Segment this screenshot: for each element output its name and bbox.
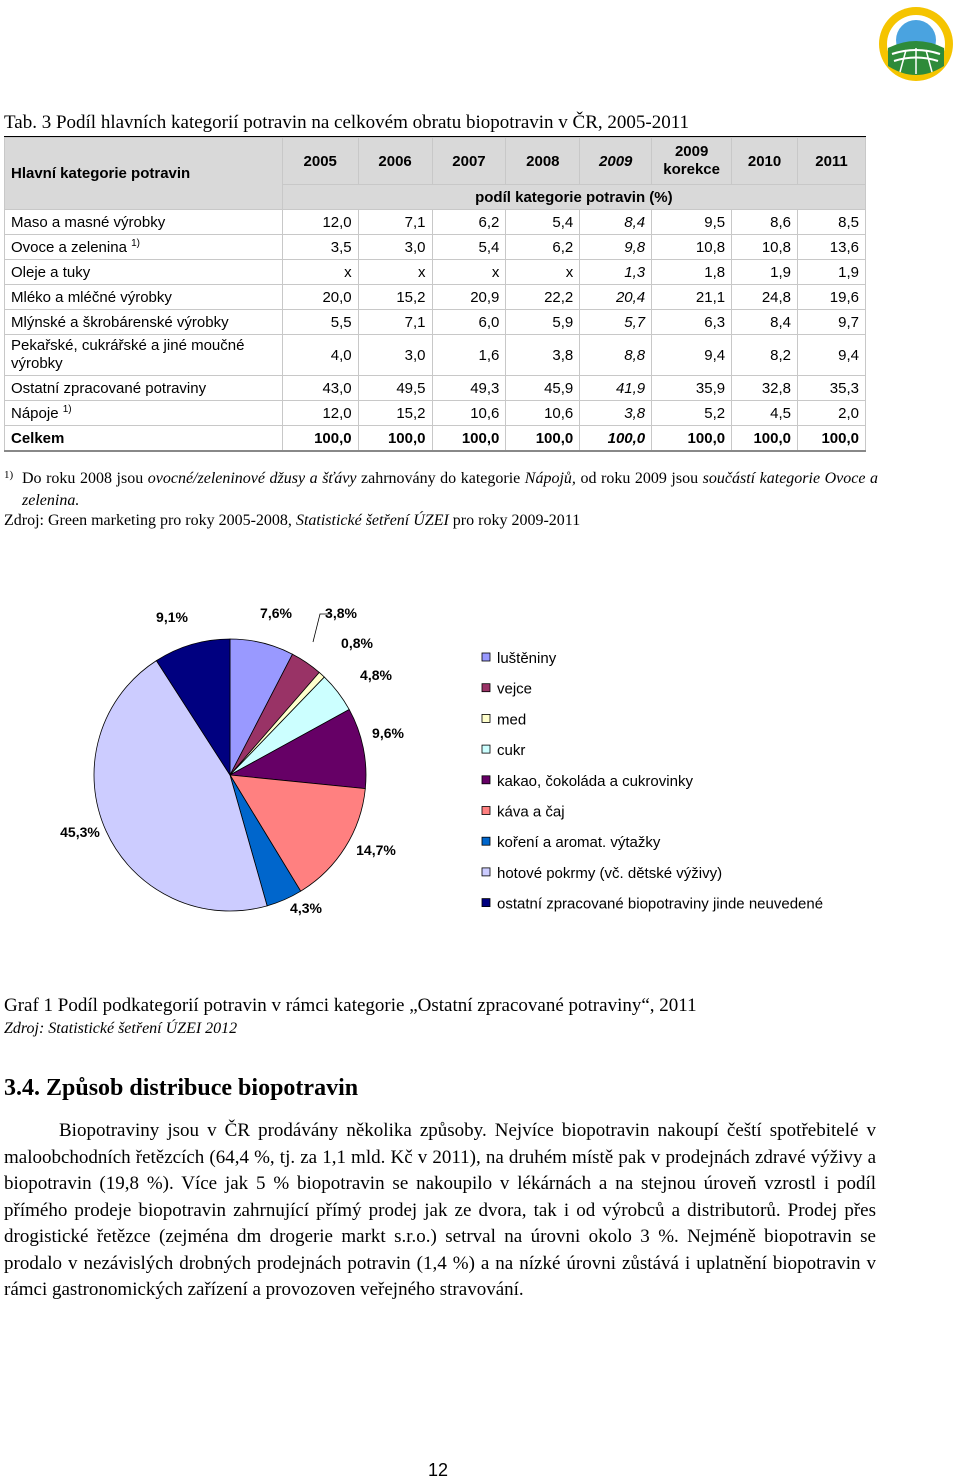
table-cell: 20,9 xyxy=(432,285,506,310)
table-cell: 10,6 xyxy=(432,401,506,426)
table-cell: 12,0 xyxy=(282,401,358,426)
table-cell: 100,0 xyxy=(652,426,732,452)
table-cell: x xyxy=(358,260,432,285)
table-row xyxy=(5,235,866,260)
table-cell: 19,6 xyxy=(798,285,866,310)
slice-value-label: 3,8% xyxy=(325,605,357,621)
table-cell: 6,2 xyxy=(506,235,580,260)
legend-swatch xyxy=(482,745,490,753)
legend-label: luštěniny xyxy=(497,650,557,667)
table-cell: 20,0 xyxy=(282,285,358,310)
row-label xyxy=(5,376,283,401)
table-cell: 100,0 xyxy=(282,426,358,452)
table-cell: 5,4 xyxy=(506,210,580,235)
row-label-text: Celkem xyxy=(11,429,65,447)
table-cell: 8,4 xyxy=(732,310,798,335)
legend-label: vejce xyxy=(497,680,533,698)
footnote-part: Do roku 2008 jsou xyxy=(22,470,148,487)
legend-swatch xyxy=(482,807,490,815)
row-label-text: Maso a masné výrobky xyxy=(11,213,166,231)
table-row xyxy=(5,426,866,452)
table-cell: 24,8 xyxy=(732,285,798,310)
chart-caption: Graf 1 Podíl podkategorií potravin v rámci kategorie „Ostatní zpracované potraviny“, 2011 xyxy=(4,995,697,1016)
table-cell: 3,0 xyxy=(358,235,432,260)
table-cell: 2,0 xyxy=(798,401,866,426)
header-year: 2008 xyxy=(506,138,580,185)
table-cell: 41,9 xyxy=(580,376,652,401)
legend-label: med xyxy=(497,711,527,729)
table-cell: 10,8 xyxy=(652,235,732,260)
slice-value-label: 7,6% xyxy=(260,605,292,621)
header-unit: podíl kategorie potravin (%) xyxy=(282,185,865,210)
row-label-text: Nápoje xyxy=(11,405,59,422)
footnote-part: Nápojů, xyxy=(524,470,576,487)
row-label-text: Ovoce a zelenina xyxy=(11,239,127,256)
legend-label: koření a aromat. výtažky xyxy=(497,834,661,852)
pie-chart xyxy=(0,590,960,930)
row-label xyxy=(5,426,283,452)
table-cell: 12,0 xyxy=(282,210,358,235)
header-year: 2009 korekce xyxy=(652,138,732,185)
table-cell: 4,0 xyxy=(282,335,358,376)
slice-value-label: 45,3% xyxy=(60,824,100,840)
table-cell: 3,5 xyxy=(282,235,358,260)
table-cell: 1,9 xyxy=(732,260,798,285)
header-year: 2009 xyxy=(580,138,652,185)
table-cell: 8,2 xyxy=(732,335,798,376)
table-cell: 5,9 xyxy=(506,310,580,335)
table-source xyxy=(4,512,580,530)
table-cell: 5,4 xyxy=(432,235,506,260)
header-year: 2010 xyxy=(732,138,798,185)
table-cell: 10,8 xyxy=(732,235,798,260)
table-cell: 15,2 xyxy=(358,285,432,310)
table-cell: 1,9 xyxy=(798,260,866,285)
slice-value-label: 0,8% xyxy=(341,635,373,651)
table-cell: 35,3 xyxy=(798,376,866,401)
footnote-ref: 1) xyxy=(131,238,140,249)
table-row xyxy=(5,210,866,235)
source-part: Statistické šetření ÚZEI xyxy=(295,512,449,529)
table-cell: x xyxy=(506,260,580,285)
row-label xyxy=(5,335,283,376)
legend-label: kakao, čokoláda a cukrovinky xyxy=(497,772,693,790)
header-year: 2005 xyxy=(282,138,358,185)
row-label xyxy=(5,310,283,335)
header-year: 2006 xyxy=(358,138,432,185)
table-cell: 9,8 xyxy=(580,235,652,260)
table-caption: Tab. 3 Podíl hlavních kategorií potravin na celkovém obratu biopotravin v ČR, 2005-2011 xyxy=(4,112,690,133)
table-cell: 32,8 xyxy=(732,376,798,401)
legend-label: káva a čaj xyxy=(497,803,565,821)
slice-value-label: 4,3% xyxy=(290,900,322,916)
slice-value-label: 9,1% xyxy=(156,609,188,625)
legend-swatch xyxy=(482,684,490,692)
table-cell: 7,1 xyxy=(358,310,432,335)
table-cell: 100,0 xyxy=(580,426,652,452)
organization-logo xyxy=(876,4,956,84)
table-cell: 1,3 xyxy=(580,260,652,285)
table-cell: 8,4 xyxy=(580,210,652,235)
table-row xyxy=(5,260,866,285)
table-cell: 15,2 xyxy=(358,401,432,426)
table-row xyxy=(5,335,866,376)
legend-swatch xyxy=(482,837,490,845)
table-cell: 3,0 xyxy=(358,335,432,376)
row-label-text: Oleje a tuky xyxy=(11,263,91,281)
header-category: Hlavní kategorie potravin xyxy=(5,138,283,210)
table-cell: 9,4 xyxy=(798,335,866,376)
body-paragraph: Biopotraviny jsou v ČR prodávány několika způsoby. Nejvíce biopotravin nakoupí čeští spotřebitelé v maloobchodních řetězcích (64,4 %, tj. za 1,1 mld. Kč v 2011), na druhém místě pak v prodejnách zdravé výživy a biopotravin (19,8 %). Více jak 5 % biopotravin se nakoupilo v lékárnách a na stejnou úroveň vzrostl i podíl přímého prodeje biopotravin zahrnující přímý prodej jak ze dvora, tak i od výrobců a distributorů. Prodej přes drogistické řetězce (zejména dm drogerie markt s.r.o.) setrval na úrovni okolo 3 %. Nejméně biopotravin se prodalo v nezávislých drobných prodejnách potravin (1,4 %) a na nízké úrovni zůstává i uplatnění biopotravin v rámci gastronomických zařízení a provozoven veřejného stravování. xyxy=(4,1120,876,1300)
table-cell: 8,6 xyxy=(732,210,798,235)
table-row xyxy=(5,310,866,335)
source-part: pro roky 2009-2011 xyxy=(448,512,581,529)
table-cell: 100,0 xyxy=(798,426,866,452)
table-cell: 9,7 xyxy=(798,310,866,335)
table-cell: 45,9 xyxy=(506,376,580,401)
table-cell: 49,3 xyxy=(432,376,506,401)
table-cell: 6,2 xyxy=(432,210,506,235)
table-cell: 4,5 xyxy=(732,401,798,426)
chart-source: Zdroj: Statistické šetření ÚZEI 2012 xyxy=(4,1020,238,1037)
table-cell: 9,4 xyxy=(652,335,732,376)
header-year: 2007 xyxy=(432,138,506,185)
table-cell: 3,8 xyxy=(580,401,652,426)
legend-swatch xyxy=(482,776,490,784)
table-cell: x xyxy=(282,260,358,285)
table-cell: 21,1 xyxy=(652,285,732,310)
slice-value-label: 9,6% xyxy=(372,725,404,741)
legend-swatch xyxy=(482,868,490,876)
section-heading: 3.4. Způsob distribuce biopotravin xyxy=(4,1075,359,1101)
table-cell: 43,0 xyxy=(282,376,358,401)
table-cell: 5,2 xyxy=(652,401,732,426)
table-cell: 3,8 xyxy=(506,335,580,376)
row-label-text: Pekařské, cukrářské a jiné moučné výrobky xyxy=(11,337,245,372)
row-label-text: Ostatní zpracované potraviny xyxy=(11,379,207,397)
footnote-ref: 1) xyxy=(62,404,72,415)
table-cell: 6,0 xyxy=(432,310,506,335)
table-cell: 13,6 xyxy=(798,235,866,260)
table-cell: 7,1 xyxy=(358,210,432,235)
page-number: 12 xyxy=(428,1460,449,1480)
row-label xyxy=(5,210,283,235)
table-cell: x xyxy=(432,260,506,285)
table-cell: 100,0 xyxy=(506,426,580,452)
data-table xyxy=(4,137,866,452)
row-label xyxy=(5,235,283,260)
table-cell: 1,8 xyxy=(652,260,732,285)
footnote-part: součástí kategorie Ovoce a zelenina. xyxy=(22,470,879,509)
table-cell: 10,6 xyxy=(506,401,580,426)
table-cell: 100,0 xyxy=(732,426,798,452)
footnote-part: zahrnovány do kategorie xyxy=(356,470,525,487)
row-label xyxy=(5,285,283,310)
table-cell: 5,7 xyxy=(580,310,652,335)
slice-value-label: 4,8% xyxy=(360,667,392,683)
source-part: Zdroj: Green marketing pro roky 2005-2008, xyxy=(4,512,296,529)
legend-label: ostatní zpracované biopotraviny jinde neuvedené xyxy=(497,895,824,913)
row-label-text: Mléko a mléčné výrobky xyxy=(11,288,172,306)
table-row xyxy=(5,285,866,310)
table-cell: 22,2 xyxy=(506,285,580,310)
footnote-mark: 1) xyxy=(4,469,14,481)
legend-swatch xyxy=(482,653,490,661)
legend-label: cukr xyxy=(497,742,526,760)
table-cell: 49,5 xyxy=(358,376,432,401)
table-cell: 100,0 xyxy=(432,426,506,452)
row-label-text: Mlýnské a škrobárenské výrobky xyxy=(11,313,229,331)
footnote-part: od roku 2009 jsou xyxy=(575,470,703,487)
table-cell: 5,5 xyxy=(282,310,358,335)
footnote xyxy=(4,468,878,512)
table-cell: 100,0 xyxy=(358,426,432,452)
table-cell: 20,4 xyxy=(580,285,652,310)
table-cell: 6,3 xyxy=(652,310,732,335)
header-year: 2011 xyxy=(798,138,866,185)
table-cell: 1,6 xyxy=(432,335,506,376)
table-row xyxy=(5,376,866,401)
slice-value-label: 14,7% xyxy=(356,842,396,858)
table-cell: 8,5 xyxy=(798,210,866,235)
legend-swatch xyxy=(482,714,490,722)
table-cell: 9,5 xyxy=(652,210,732,235)
table-cell: 8,8 xyxy=(580,335,652,376)
legend-swatch xyxy=(482,899,490,907)
footnote-text xyxy=(4,468,878,512)
footnote-part: ovocné/zeleninové džusy a šťávy xyxy=(147,470,357,487)
legend-label: hotové pokrmy (vč. dětské výživy) xyxy=(497,864,723,882)
table-cell: 35,9 xyxy=(652,376,732,401)
row-label xyxy=(5,260,283,285)
row-label xyxy=(5,401,283,426)
table-row xyxy=(5,401,866,426)
